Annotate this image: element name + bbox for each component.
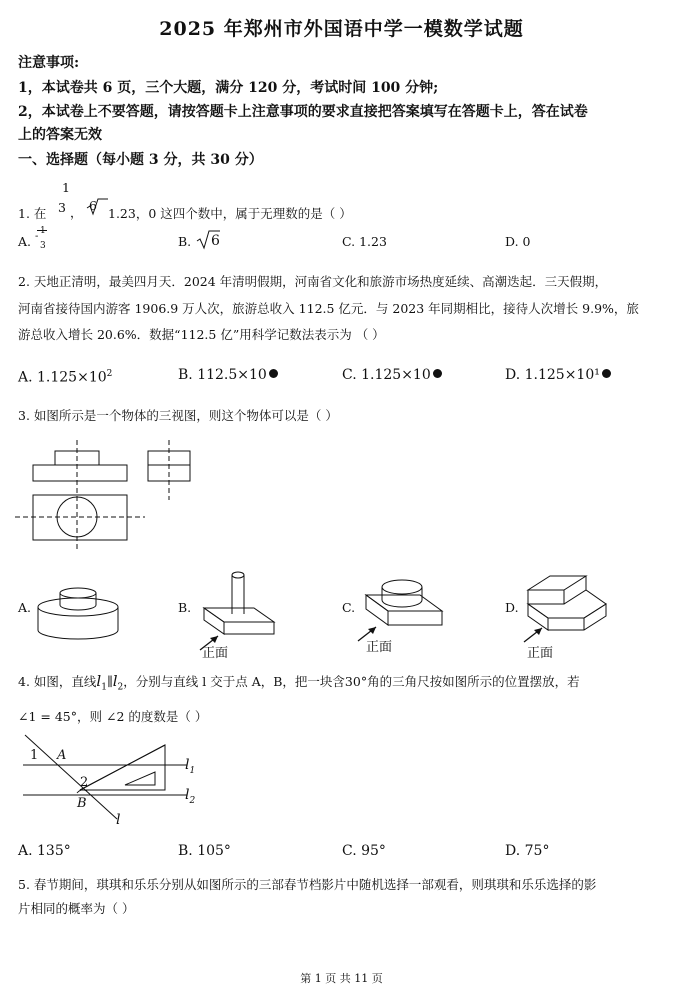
- q3-option-a-figure: [34, 585, 124, 645]
- q1-comma: ，: [70, 205, 83, 220]
- q1-option-d: D. 0: [505, 234, 531, 249]
- q3-option-d-front-label: 正面: [527, 646, 554, 661]
- q1-option-a-fraction-bar: [37, 230, 47, 231]
- section-1-heading: 一、选择题（每小题 3 分，共 30 分）: [18, 152, 263, 168]
- q3-option-c-front-label: 正面: [366, 640, 393, 655]
- q2-option-b-dot-icon: [269, 369, 278, 378]
- q3-option-b-front-label: 正面: [202, 646, 229, 661]
- q1-stem-prefix: 1. 在: [18, 206, 47, 221]
- q3-option-d-label: D.: [505, 600, 519, 615]
- q1-frac-denominator: 3: [58, 200, 66, 215]
- q1-sqrt-index: 6: [89, 198, 97, 213]
- q2-line-1: 2. 天地正清明，最美四月天．2024 年清明假期，河南省文化和旅游市场热度延续、高潮迭起．三天假期，: [18, 274, 608, 289]
- q4-option-c: C. 95°: [342, 843, 386, 859]
- q2-option-d-dot-icon: [602, 369, 611, 378]
- q4-angle-2-label: 2: [80, 775, 89, 790]
- q4-line-l2-label: $l_2$: [185, 787, 196, 806]
- q2-line-3: 游总收入增长 20.6%．数据“112.5 亿”用科学记数法表示为 （ ）: [18, 327, 385, 342]
- q4-stem: 4. 如图，直线$l_1\parallel l_2$，分别与直线 l 交于点 A，B，把一块含30°角的三角尺按如图所示的位置摆放，若: [18, 672, 580, 693]
- notes-heading: 注意事项:: [18, 55, 80, 71]
- q1-stem-rest: 1.23，0 这四个数中，属于无理数的是（ ）: [108, 206, 352, 221]
- q5-line-1: 5. 春节期间，琪琪和乐乐分别从如图所示的三部春节档影片中随机选择一部观看，则琪琪和乐乐选择的影: [18, 877, 597, 892]
- q1-option-b-radicand: 6: [211, 233, 220, 249]
- q4-point-b-label: B: [77, 796, 87, 811]
- q2-option-c-dot-icon: [433, 369, 442, 378]
- q3-option-b-label: B.: [178, 600, 192, 615]
- q3-stem: 3. 如图所示是一个物体的三视图，则这个物体可以是（ ）: [18, 408, 338, 423]
- q2-option-a: A. $1.125\times 10^2$: [18, 369, 113, 386]
- q1-option-a-label: A.: [18, 234, 32, 249]
- q4-angle-1-label: 1: [30, 748, 39, 763]
- page-title: 2025 年郑州市外国语中学一模数学试题: [159, 18, 524, 40]
- q2-option-b: B. 112.5×10: [178, 367, 278, 383]
- q3-three-view-figure: [15, 440, 205, 560]
- notes-line-2b: 上的答案无效: [18, 127, 102, 143]
- q4-point-a-label: A: [57, 748, 67, 763]
- notes-line-2a: 2，本试卷上不要答题，请按答题卡上注意事项的要求直接把答案填写在答题卡上，答在试卷: [18, 104, 588, 120]
- q4-line-2: ∠1 = 45°，则 ∠2 的度数是（ ）: [18, 709, 208, 724]
- q4-line-l1-label: $l_1$: [185, 757, 196, 776]
- q1-option-b-label: B.: [178, 234, 192, 249]
- page-footer: 第 1 页 共 11 页: [300, 972, 383, 985]
- q5-line-2: 片相同的概率为（ ）: [18, 901, 135, 916]
- q4-option-b: B. 105°: [178, 843, 231, 859]
- q2-option-d: D. 1.125×10¹: [505, 367, 611, 383]
- q2-line-2: 河南省接待国内游客 1906.9 万人次，旅游总收入 112.5 亿元．与 2023 年同期相比，接待人次增长 9.9%，旅: [18, 301, 639, 316]
- q3-option-c-label: C.: [342, 600, 356, 615]
- q4-parallel-lines-figure: [15, 735, 205, 830]
- notes-line-1: 1，本试卷共 6 页，三个大题，满分 120 分，考试时间 100 分钟;: [18, 80, 439, 96]
- q4-option-a: A. 135°: [18, 843, 71, 859]
- q1-option-a-num: 1: [40, 226, 46, 236]
- q1-option-a-den: 3: [40, 241, 46, 251]
- q3-option-a-label: A.: [18, 600, 32, 615]
- q1-option-c: C. 1.23: [342, 234, 387, 249]
- q4-line-l-label: l: [116, 812, 121, 828]
- q4-option-d: D. 75°: [505, 843, 550, 859]
- q2-option-c: C. 1.125×10: [342, 367, 442, 383]
- q1-frac-numerator: 1: [62, 180, 70, 195]
